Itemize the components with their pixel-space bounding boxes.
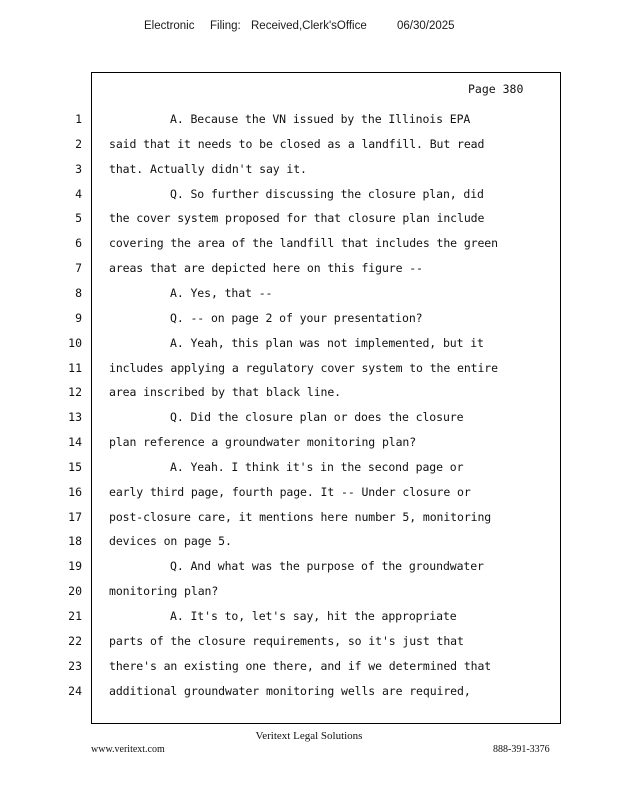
transcript-line: early third page, fourth page. It -- Under closure or (109, 485, 471, 499)
transcript-line: A. It's to, let's say, hit the appropriate (170, 609, 457, 623)
transcript-line: Q. So further discussing the closure plan, did (170, 187, 484, 201)
line-number: 19 (68, 559, 82, 573)
line-number: 3 (75, 162, 82, 176)
line-number: 8 (75, 286, 82, 300)
filing-header (0, 20, 618, 38)
footer-phone: 888-391-3376 (493, 744, 550, 755)
transcript-line: the cover system proposed for that closure plan include (109, 211, 485, 225)
transcript-line: said that it needs to be closed as a landfill. But read (109, 137, 485, 151)
filing-label: Filing: (210, 20, 241, 32)
line-number: 17 (68, 510, 82, 524)
line-number: 7 (75, 261, 82, 275)
line-number: 24 (68, 684, 82, 698)
filing-electronic: Electronic (144, 20, 195, 32)
line-number: 14 (68, 435, 82, 449)
transcript-line: area inscribed by that black line. (109, 385, 342, 399)
transcript-line: A. Yeah. I think it's in the second page or (170, 460, 464, 474)
transcript-line: Q. And what was the purpose of the groundwater (170, 559, 484, 573)
transcript-line: includes applying a regulatory cover system to the entire (109, 361, 498, 375)
line-number: 11 (68, 361, 82, 375)
line-number: 6 (75, 236, 82, 250)
transcript-line: Q. -- on page 2 of your presentation? (170, 311, 423, 325)
transcript-line: devices on page 5. (109, 534, 232, 548)
line-number: 15 (68, 460, 82, 474)
transcript-line: post-closure care, it mentions here number 5, monitoring (109, 510, 492, 524)
line-number: 22 (68, 634, 82, 648)
transcript-line: A. Yeah, this plan was not implemented, but it (170, 336, 484, 350)
line-number: 12 (68, 385, 82, 399)
footer-website: www.veritext.com (91, 744, 165, 755)
transcript-line: A. Yes, that -- (170, 286, 273, 300)
line-number: 18 (68, 534, 82, 548)
page-number: Page 380 (468, 82, 524, 96)
line-number: 23 (68, 659, 82, 673)
transcript-line: plan reference a groundwater monitoring plan? (109, 435, 417, 449)
line-number: 2 (75, 137, 82, 151)
transcript-line: A. Because the VN issued by the Illinois EPA (170, 112, 471, 126)
filing-received: Received,Clerk'sOffice (251, 20, 367, 32)
line-number: 20 (68, 584, 82, 598)
line-number: 16 (68, 485, 82, 499)
transcript-line: Q. Did the closure plan or does the closure (170, 410, 464, 424)
filing-date: 06/30/2025 (397, 20, 455, 32)
transcript-line: additional groundwater monitoring wells are required, (109, 684, 471, 698)
transcript-line: there's an existing one there, and if we determined that (109, 659, 492, 673)
footer-company: Veritext Legal Solutions (255, 730, 363, 742)
transcript-line: covering the area of the landfill that includes the green (109, 236, 498, 250)
line-number: 10 (68, 336, 82, 350)
line-number: 9 (75, 311, 82, 325)
line-number: 21 (68, 609, 82, 623)
line-number: 1 (75, 112, 82, 126)
line-number: 13 (68, 410, 82, 424)
line-number: 4 (75, 187, 82, 201)
transcript-line: areas that are depicted here on this figure -- (109, 261, 423, 275)
transcript-line: monitoring plan? (109, 584, 219, 598)
transcript-line: parts of the closure requirements, so it's just that (109, 634, 464, 648)
line-number: 5 (75, 211, 82, 225)
transcript-line: that. Actually didn't say it. (109, 162, 307, 176)
